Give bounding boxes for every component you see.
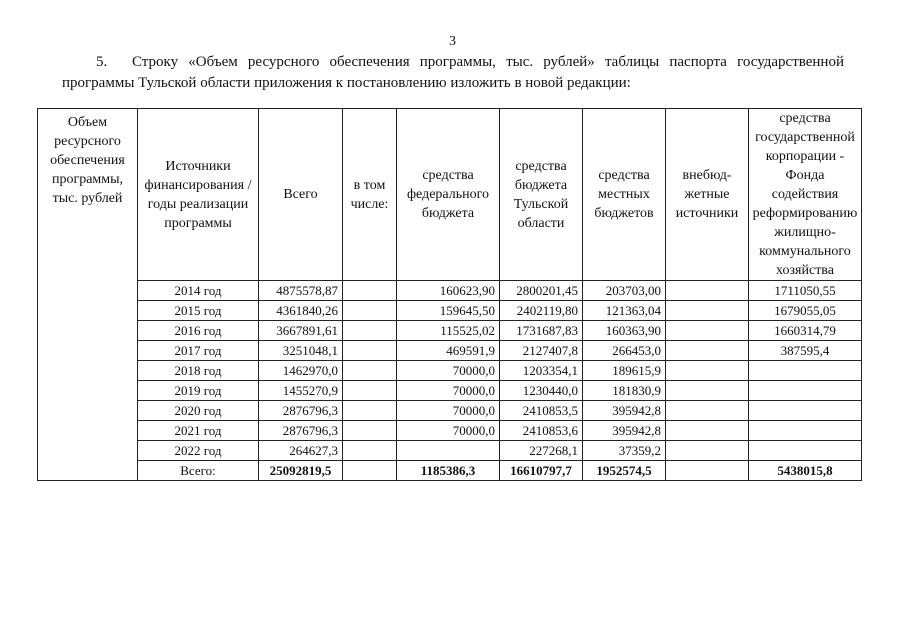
federal-cell: 70000,0 xyxy=(397,401,500,421)
fund-total-cell: 5438015,8 xyxy=(749,461,862,481)
amendment-paragraph xyxy=(62,52,844,94)
year-cell: 2020 год xyxy=(138,401,259,421)
total-cell: 3251048,1 xyxy=(259,341,343,361)
total-label-cell: Всего: xyxy=(138,461,259,481)
regional-cell: 227268,1 xyxy=(500,441,583,461)
including-cell xyxy=(343,441,397,461)
including-cell xyxy=(343,341,397,361)
header-fund: средства государственной корпорации - Фонда содействия реформированию жилищно- коммунального хозяйства xyxy=(749,109,862,281)
fund-cell xyxy=(749,381,862,401)
table-row xyxy=(38,441,862,461)
including-cell xyxy=(343,401,397,421)
extrabudget-cell xyxy=(666,281,749,301)
fund-cell: 1660314,79 xyxy=(749,321,862,341)
local-total-cell: 1952574,5 xyxy=(583,461,666,481)
federal-cell: 70000,0 xyxy=(397,381,500,401)
fund-cell xyxy=(749,401,862,421)
total-cell: 4875578,87 xyxy=(259,281,343,301)
local-cell: 121363,04 xyxy=(583,301,666,321)
extrabudget-cell xyxy=(666,441,749,461)
table-row xyxy=(38,341,862,361)
including-cell xyxy=(343,421,397,441)
header-sources: Источники финансирования / годы реализации программы xyxy=(138,109,259,281)
table-row xyxy=(38,361,862,381)
header-local: средства местных бюджетов xyxy=(583,109,666,281)
paragraph-text: Строку «Объем ресурсного обеспечения программы, тыс. рублей» таблицы паспорта государственной программы Тульской области приложения к постановлению изложить в новой редакции: xyxy=(62,54,844,91)
including-cell xyxy=(343,301,397,321)
extrabudget-cell xyxy=(666,401,749,421)
header-federal: средства федерального бюджета xyxy=(397,109,500,281)
paragraph-number: 5. xyxy=(96,54,108,70)
year-cell: 2021 год xyxy=(138,421,259,441)
header-extrabudget: внебюд- жетные источники xyxy=(666,109,749,281)
year-cell: 2018 год xyxy=(138,361,259,381)
federal-cell: 70000,0 xyxy=(397,361,500,381)
regional-cell: 1731687,83 xyxy=(500,321,583,341)
local-cell: 189615,9 xyxy=(583,361,666,381)
table-row xyxy=(38,401,862,421)
fund-cell: 387595,4 xyxy=(749,341,862,361)
federal-cell: 70000,0 xyxy=(397,421,500,441)
federal-total-cell: 1185386,3 xyxy=(397,461,500,481)
including-cell xyxy=(343,381,397,401)
extrabudget-total-cell xyxy=(666,461,749,481)
including-cell xyxy=(343,281,397,301)
extrabudget-cell xyxy=(666,361,749,381)
total-cell: 4361840,26 xyxy=(259,301,343,321)
federal-cell: 469591,9 xyxy=(397,341,500,361)
including-cell xyxy=(343,361,397,381)
local-cell: 160363,90 xyxy=(583,321,666,341)
regional-cell: 2800201,45 xyxy=(500,281,583,301)
fund-cell xyxy=(749,421,862,441)
fund-cell xyxy=(749,441,862,461)
table-row xyxy=(38,421,862,441)
regional-cell: 2402119,80 xyxy=(500,301,583,321)
including-cell xyxy=(343,321,397,341)
year-cell: 2019 год xyxy=(138,381,259,401)
header-total: Всего xyxy=(259,109,343,281)
local-cell: 37359,2 xyxy=(583,441,666,461)
total-cell: 2876796,3 xyxy=(259,421,343,441)
year-cell: 2016 год xyxy=(138,321,259,341)
header-regional: средства бюджета Тульской области xyxy=(500,109,583,281)
federal-cell xyxy=(397,441,500,461)
total-cell: 3667891,61 xyxy=(259,321,343,341)
year-cell: 2014 год xyxy=(138,281,259,301)
table-row xyxy=(38,381,862,401)
including-total-cell xyxy=(343,461,397,481)
regional-cell: 2410853,5 xyxy=(500,401,583,421)
table-row xyxy=(38,301,862,321)
year-cell: 2017 год xyxy=(138,341,259,361)
grand-total-cell: 25092819,5 xyxy=(259,461,343,481)
page-number: 3 xyxy=(449,34,456,49)
local-cell: 395942,8 xyxy=(583,401,666,421)
regional-cell: 1203354,1 xyxy=(500,361,583,381)
extrabudget-cell xyxy=(666,381,749,401)
federal-cell: 160623,90 xyxy=(397,281,500,301)
year-cell: 2022 год xyxy=(138,441,259,461)
header-including: в том числе: xyxy=(343,109,397,281)
row-header-cell: Объем ресурсного обеспечения программы, тыс. рублей xyxy=(38,109,138,481)
fund-cell: 1711050,55 xyxy=(749,281,862,301)
resource-table xyxy=(37,108,862,481)
extrabudget-cell xyxy=(666,341,749,361)
regional-cell: 1230440,0 xyxy=(500,381,583,401)
fund-cell: 1679055,05 xyxy=(749,301,862,321)
local-cell: 266453,0 xyxy=(583,341,666,361)
header-row xyxy=(38,109,862,281)
total-cell: 264627,3 xyxy=(259,441,343,461)
total-row xyxy=(38,461,862,481)
table-row xyxy=(38,321,862,341)
local-cell: 395942,8 xyxy=(583,421,666,441)
extrabudget-cell xyxy=(666,301,749,321)
total-cell: 1455270,9 xyxy=(259,381,343,401)
total-cell: 1462970,0 xyxy=(259,361,343,381)
federal-cell: 159645,50 xyxy=(397,301,500,321)
regional-cell: 2127407,8 xyxy=(500,341,583,361)
regional-total-cell: 16610797,7 xyxy=(500,461,583,481)
fund-cell xyxy=(749,361,862,381)
table-row xyxy=(38,281,862,301)
regional-cell: 2410853,6 xyxy=(500,421,583,441)
total-cell: 2876796,3 xyxy=(259,401,343,421)
federal-cell: 115525,02 xyxy=(397,321,500,341)
extrabudget-cell xyxy=(666,421,749,441)
year-cell: 2015 год xyxy=(138,301,259,321)
extrabudget-cell xyxy=(666,321,749,341)
local-cell: 181830,9 xyxy=(583,381,666,401)
local-cell: 203703,00 xyxy=(583,281,666,301)
